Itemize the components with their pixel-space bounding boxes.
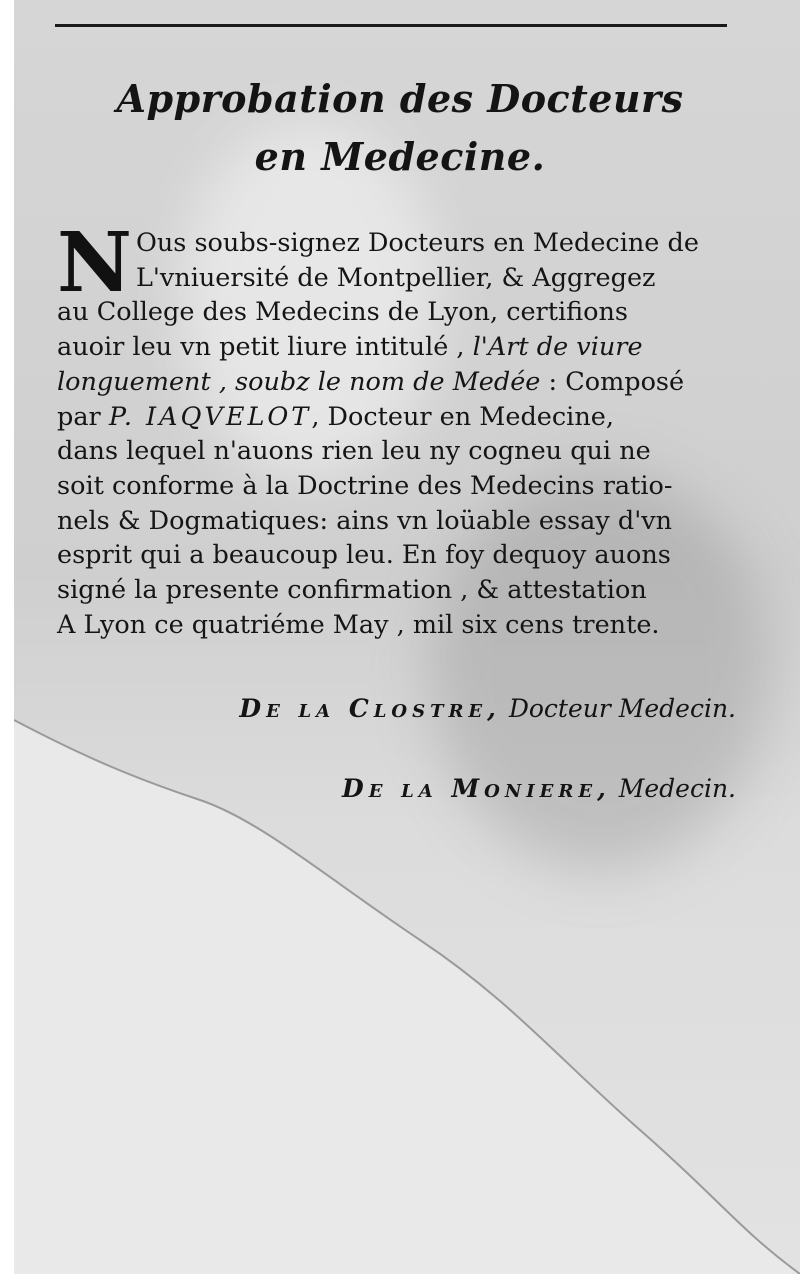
signature-1 <box>239 694 736 723</box>
text-segment: , Docteur en Medecine, <box>311 401 614 432</box>
text-line <box>57 400 741 435</box>
text-line: nels & Dogmatiques: ains vn loüable essay d'vn <box>57 505 673 536</box>
book-title-continued: longuement , <box>57 366 227 397</box>
text-line: soit conforme à la Doctrine des Medecins ratio- <box>57 470 673 501</box>
signatory-name: De la Moniere, <box>342 774 611 803</box>
text-line: Ous soubs-signez Docteurs en Medecine de <box>135 228 699 258</box>
signatory-role: Docteur Medecin. <box>508 694 736 723</box>
text-line: A Lyon ce quatriéme May , mil six cens trente. <box>57 609 660 640</box>
top-rule <box>55 24 727 27</box>
page-title: Approbation des Docteurs <box>116 76 684 121</box>
signatory-role: Medecin. <box>618 774 736 803</box>
page-edge <box>0 0 14 1274</box>
signatory-name: De la Clostre, <box>239 694 501 723</box>
text-line: esprit qui a beaucoup leu. En foy dequoy auons <box>57 540 671 571</box>
text-segment: : Composé <box>548 366 685 397</box>
approbation-text <box>57 215 741 642</box>
page-title-continued: en Medecine. <box>254 134 546 179</box>
text-line: L'vniuersité de Montpellier, & Aggregez <box>135 262 656 293</box>
text-line: au College des Medecins de Lyon, certifions <box>57 297 629 328</box>
text-line <box>57 330 741 365</box>
pseudonym-text: soubz le nom de Medée <box>235 366 541 397</box>
text-segment: par <box>57 401 101 432</box>
drop-cap: N <box>57 215 132 311</box>
signature-2 <box>342 774 736 803</box>
text-line: signé la presente confirmation , & attestation <box>57 575 647 606</box>
text-line: dans lequel n'auons rien leu ny cogneu qui ne <box>57 436 651 467</box>
text-segment: auoir leu vn petit liure intitulé , <box>57 332 465 363</box>
author-name: P. IAQVELOT <box>108 401 312 432</box>
text-line <box>57 365 741 400</box>
book-title: l'Art de viure <box>472 332 643 363</box>
